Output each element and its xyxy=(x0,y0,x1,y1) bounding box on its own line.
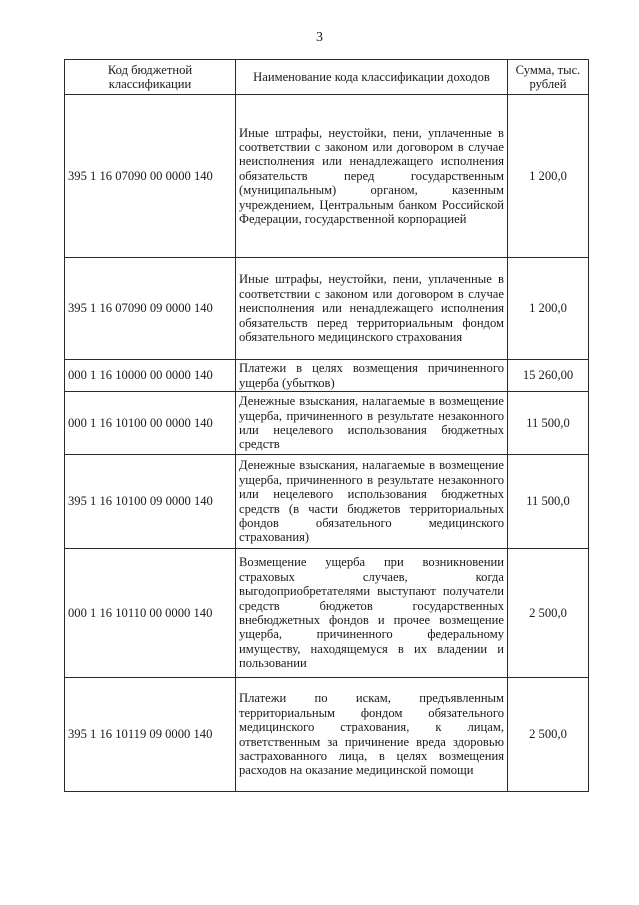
row-sum: 11 500,0 xyxy=(508,392,589,455)
row-sum: 2 500,0 xyxy=(508,549,589,678)
row-name: Иные штрафы, неустойки, пени, уплаченные в соответствии с законом или договором в случае неисполнения или ненадлежащего исполнения обязательств перед территориальным фондом обязательного медицинского страхования xyxy=(236,258,508,360)
row-name: Платежи в целях возмещения причиненного ущерба (убытков) xyxy=(236,360,508,392)
table-row xyxy=(65,549,589,678)
row-sum: 1 200,0 xyxy=(508,95,589,258)
row-code: 000 1 16 10000 00 0000 140 xyxy=(65,360,236,392)
row-name: Платежи по искам, предъявленным территориальным фондом обязательного медицинского страхования, к лицам, ответственным за причинение вреда здоровью застрахованного лица, в целях возмещения расходов на оказание медицинской помощи xyxy=(236,678,508,792)
row-code: 395 1 16 07090 09 0000 140 xyxy=(65,258,236,360)
row-sum: 15 260,00 xyxy=(508,360,589,392)
row-name: Возмещение ущерба при возникновении страховых случаев, когда выгодоприобретателями выступают получатели средств бюджетов государственных внебюджетных фондов и прочее возмещение ущерба, причиненного федеральному имуществу, находящемуся в их владении и пользовании xyxy=(236,549,508,678)
budget-classification-table xyxy=(64,59,589,792)
row-code: 395 1 16 07090 00 0000 140 xyxy=(65,95,236,258)
table-row xyxy=(65,455,589,549)
row-name: Денежные взыскания, налагаемые в возмещение ущерба, причиненного в результате незаконного или нецелевого использования бюджетных средств (в части бюджетов территориальных фондов обязательного медицинского страхования) xyxy=(236,455,508,549)
table-header-row xyxy=(65,60,589,95)
table-row xyxy=(65,258,589,360)
header-sum: Сумма, тыс. рублей xyxy=(508,60,589,95)
page-number: 3 xyxy=(316,30,323,45)
row-code: 395 1 16 10119 09 0000 140 xyxy=(65,678,236,792)
row-code: 395 1 16 10100 09 0000 140 xyxy=(65,455,236,549)
row-code: 000 1 16 10100 00 0000 140 xyxy=(65,392,236,455)
table-row xyxy=(65,678,589,792)
row-sum: 1 200,0 xyxy=(508,258,589,360)
row-sum: 2 500,0 xyxy=(508,678,589,792)
header-name: Наименование кода классификации доходов xyxy=(236,60,508,95)
table-row xyxy=(65,95,589,258)
table-row xyxy=(65,392,589,455)
row-sum: 11 500,0 xyxy=(508,455,589,549)
row-name: Иные штрафы, неустойки, пени, уплаченные в соответствии с законом или договором в случае неисполнения или ненадлежащего исполнения обязательств перед государственным (муниципальным) органом, казенным учреждением, Центральным банком Российской Федерации, государственной корпорацией xyxy=(236,95,508,258)
row-name: Денежные взыскания, налагаемые в возмещение ущерба, причиненного в результате незаконного или нецелевого использования бюджетных средств xyxy=(236,392,508,455)
header-code: Код бюджетной классификации xyxy=(65,60,236,95)
row-code: 000 1 16 10110 00 0000 140 xyxy=(65,549,236,678)
table-row xyxy=(65,360,589,392)
